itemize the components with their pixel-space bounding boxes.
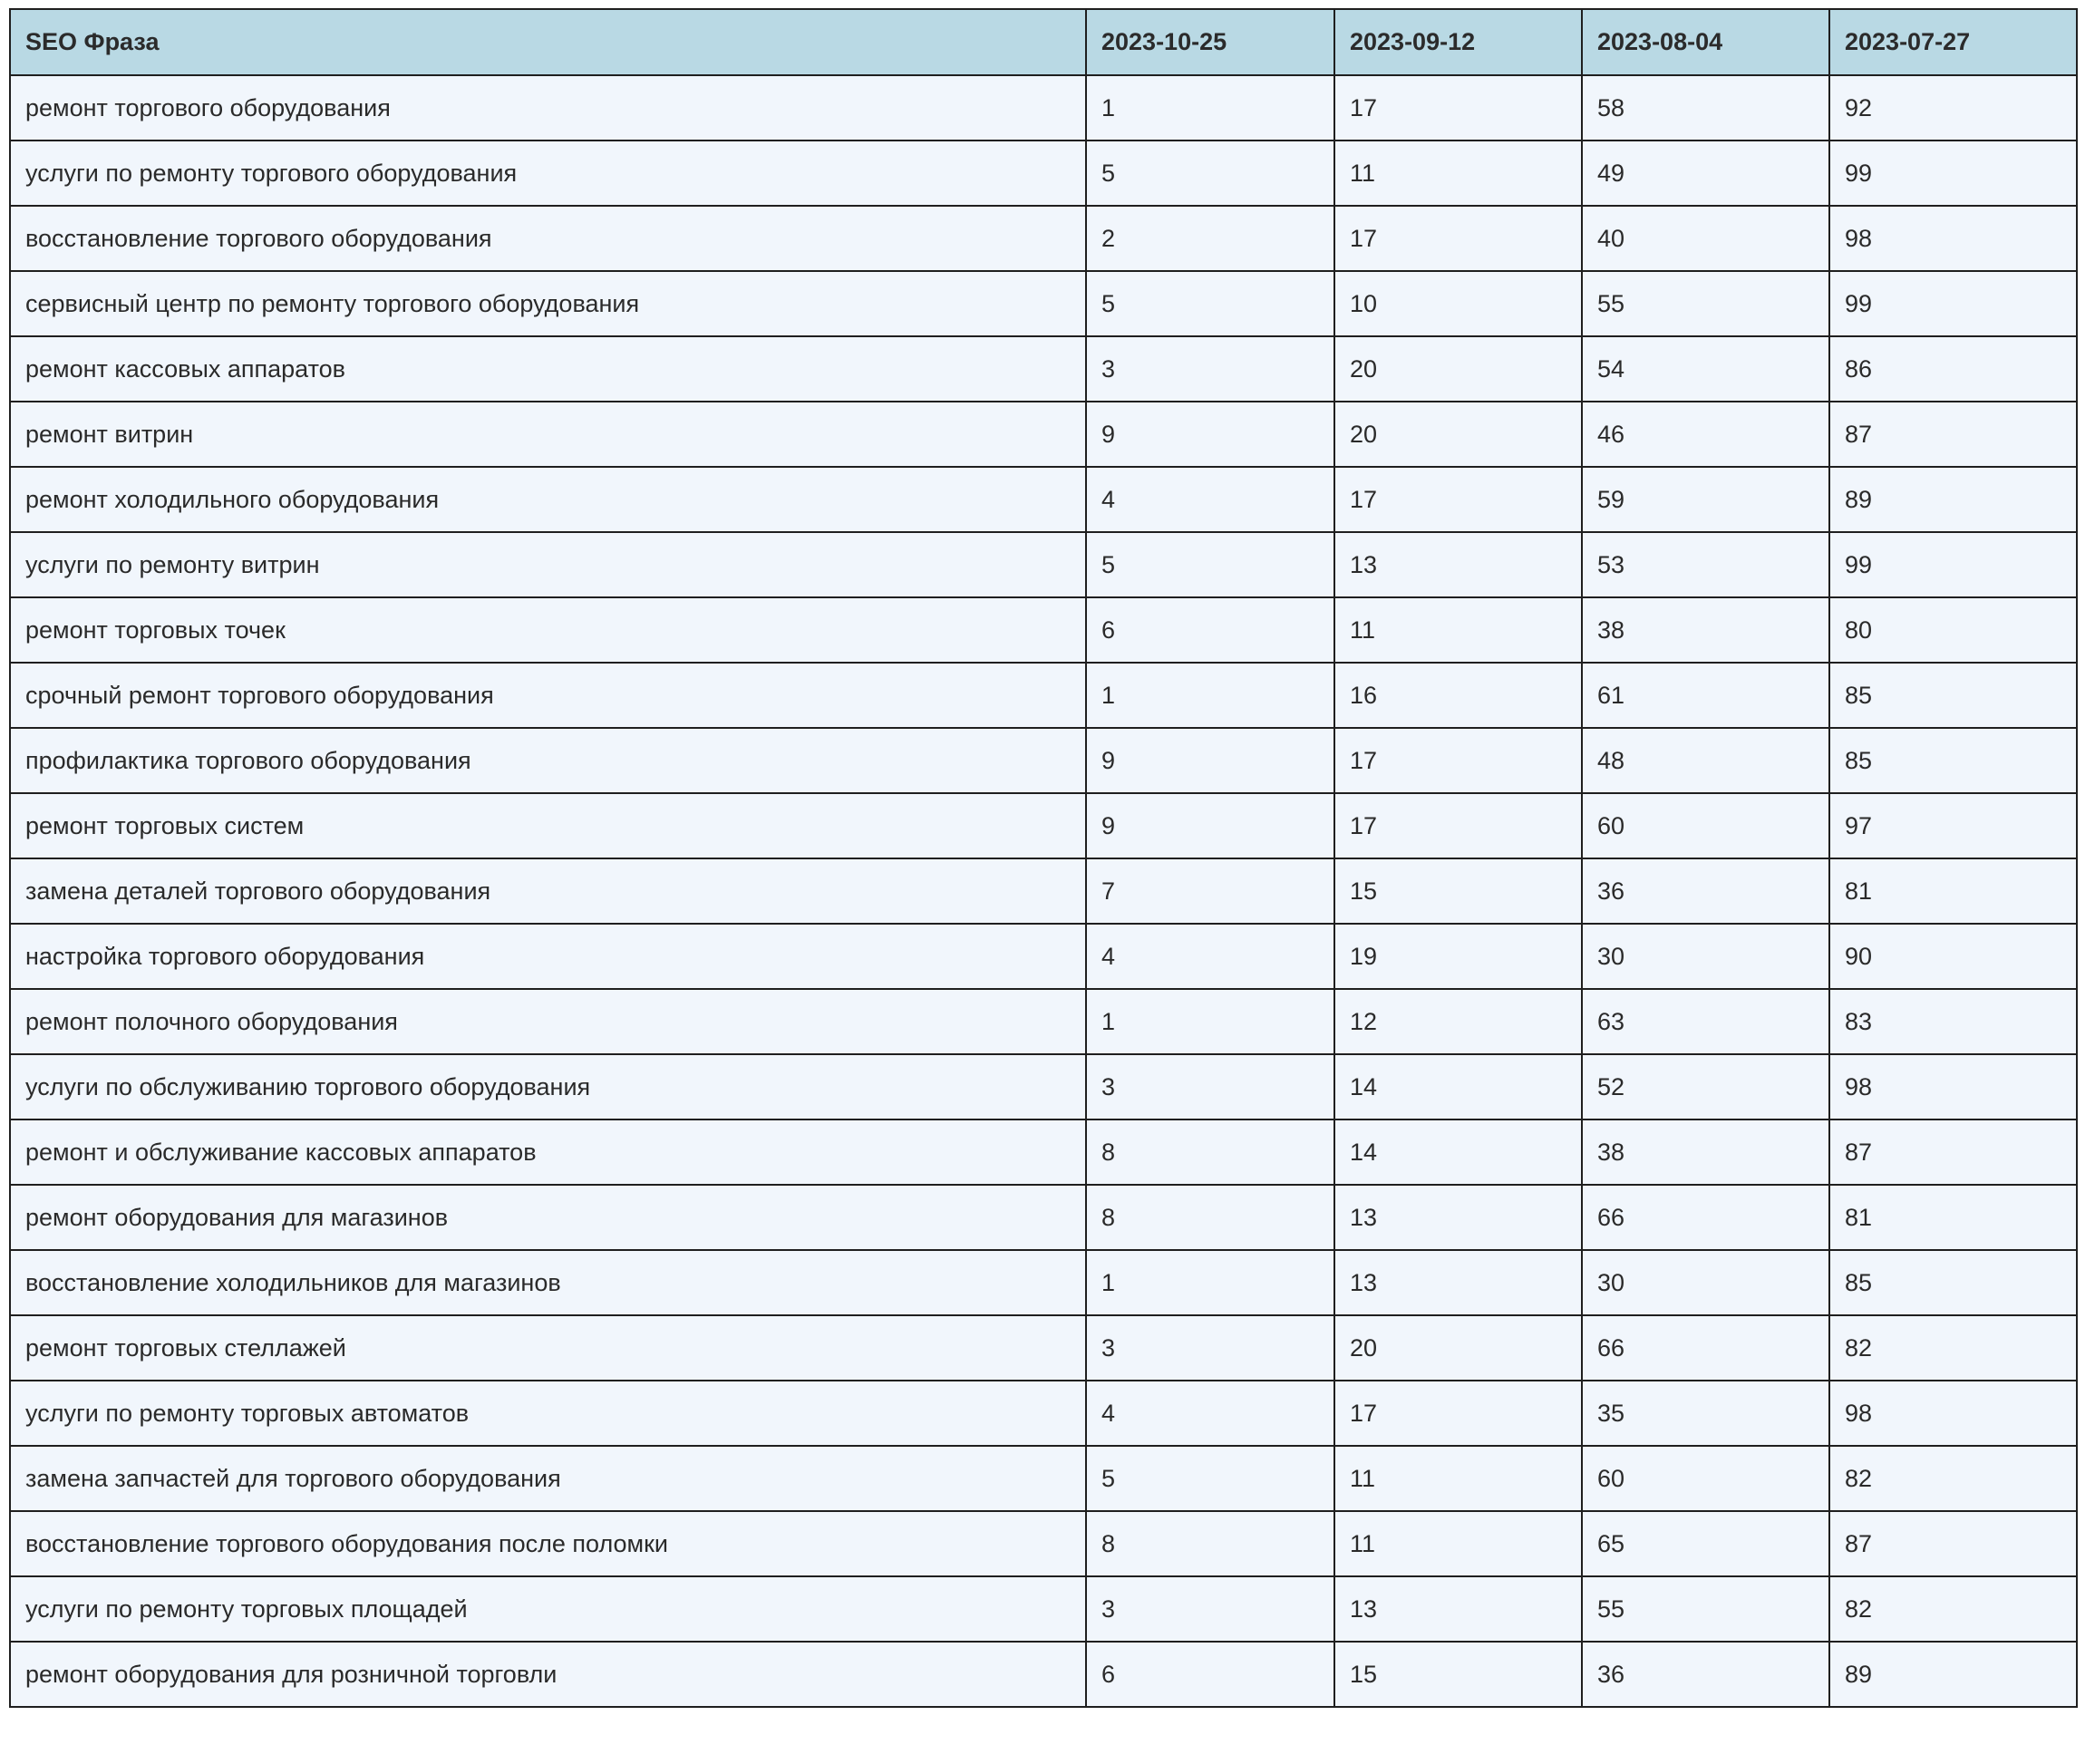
position-cell-date-1: 1: [1086, 663, 1334, 728]
position-cell-date-1: 9: [1086, 728, 1334, 793]
table-header: [10, 9, 2077, 75]
position-cell-date-3: 40: [1582, 206, 1829, 271]
table-row: [10, 1511, 2077, 1576]
position-cell-date-3: 63: [1582, 989, 1829, 1054]
table-row: [10, 271, 2077, 336]
position-cell-date-2: 20: [1334, 1315, 1582, 1381]
seo-phrase-cell: ремонт оборудования для розничной торговли: [10, 1642, 1086, 1707]
position-cell-date-3: 38: [1582, 597, 1829, 663]
position-cell-date-2: 17: [1334, 206, 1582, 271]
position-cell-date-1: 1: [1086, 75, 1334, 141]
position-cell-date-3: 55: [1582, 1576, 1829, 1642]
seo-phrase-cell: ремонт и обслуживание кассовых аппаратов: [10, 1119, 1086, 1185]
position-cell-date-3: 60: [1582, 1446, 1829, 1511]
position-cell-date-2: 20: [1334, 402, 1582, 467]
table-row: [10, 1381, 2077, 1446]
position-cell-date-2: 14: [1334, 1119, 1582, 1185]
seo-phrase-cell: ремонт торговых систем: [10, 793, 1086, 858]
seo-phrase-cell: профилактика торгового оборудования: [10, 728, 1086, 793]
position-cell-date-1: 5: [1086, 1446, 1334, 1511]
table-row: [10, 1119, 2077, 1185]
position-cell-date-1: 5: [1086, 532, 1334, 597]
position-cell-date-3: 61: [1582, 663, 1829, 728]
position-cell-date-3: 35: [1582, 1381, 1829, 1446]
seo-phrase-cell: восстановление холодильников для магазинов: [10, 1250, 1086, 1315]
position-cell-date-3: 55: [1582, 271, 1829, 336]
position-cell-date-3: 54: [1582, 336, 1829, 402]
header-row: [10, 9, 2077, 75]
position-cell-date-4: 85: [1829, 663, 2077, 728]
position-cell-date-3: 30: [1582, 924, 1829, 989]
table-row: [10, 663, 2077, 728]
seo-phrase-cell: замена запчастей для торгового оборудования: [10, 1446, 1086, 1511]
seo-phrase-cell: ремонт оборудования для магазинов: [10, 1185, 1086, 1250]
position-cell-date-1: 1: [1086, 989, 1334, 1054]
position-cell-date-3: 66: [1582, 1185, 1829, 1250]
table-row: [10, 1315, 2077, 1381]
position-cell-date-1: 8: [1086, 1511, 1334, 1576]
seo-phrase-cell: ремонт витрин: [10, 402, 1086, 467]
position-cell-date-4: 87: [1829, 1511, 2077, 1576]
position-cell-date-2: 17: [1334, 75, 1582, 141]
position-cell-date-1: 4: [1086, 924, 1334, 989]
table-row: [10, 532, 2077, 597]
position-cell-date-2: 11: [1334, 141, 1582, 206]
position-cell-date-3: 36: [1582, 1642, 1829, 1707]
position-cell-date-4: 90: [1829, 924, 2077, 989]
table-row: [10, 141, 2077, 206]
seo-phrase-cell: срочный ремонт торгового оборудования: [10, 663, 1086, 728]
position-cell-date-4: 98: [1829, 1054, 2077, 1119]
position-cell-date-1: 3: [1086, 1315, 1334, 1381]
position-cell-date-2: 12: [1334, 989, 1582, 1054]
position-cell-date-2: 20: [1334, 336, 1582, 402]
position-cell-date-4: 89: [1829, 467, 2077, 532]
position-cell-date-2: 13: [1334, 1576, 1582, 1642]
position-cell-date-2: 14: [1334, 1054, 1582, 1119]
column-header-date-3: 2023-08-04: [1582, 9, 1829, 75]
seo-phrase-cell: ремонт полочного оборудования: [10, 989, 1086, 1054]
position-cell-date-4: 99: [1829, 141, 2077, 206]
position-cell-date-2: 15: [1334, 858, 1582, 924]
position-cell-date-4: 92: [1829, 75, 2077, 141]
position-cell-date-1: 4: [1086, 467, 1334, 532]
position-cell-date-1: 3: [1086, 336, 1334, 402]
position-cell-date-1: 8: [1086, 1119, 1334, 1185]
position-cell-date-4: 83: [1829, 989, 2077, 1054]
position-cell-date-3: 65: [1582, 1511, 1829, 1576]
position-cell-date-4: 85: [1829, 1250, 2077, 1315]
position-cell-date-4: 98: [1829, 1381, 2077, 1446]
position-cell-date-4: 98: [1829, 206, 2077, 271]
seo-phrase-cell: ремонт торговых стеллажей: [10, 1315, 1086, 1381]
seo-phrase-cell: ремонт кассовых аппаратов: [10, 336, 1086, 402]
position-cell-date-1: 4: [1086, 1381, 1334, 1446]
table-row: [10, 1642, 2077, 1707]
position-cell-date-1: 1: [1086, 1250, 1334, 1315]
position-cell-date-2: 10: [1334, 271, 1582, 336]
position-cell-date-3: 36: [1582, 858, 1829, 924]
column-header-date-1: 2023-10-25: [1086, 9, 1334, 75]
table-row: [10, 924, 2077, 989]
table-row: [10, 858, 2077, 924]
position-cell-date-3: 60: [1582, 793, 1829, 858]
position-cell-date-2: 17: [1334, 793, 1582, 858]
position-cell-date-1: 8: [1086, 1185, 1334, 1250]
position-cell-date-1: 5: [1086, 141, 1334, 206]
position-cell-date-3: 58: [1582, 75, 1829, 141]
seo-phrase-cell: сервисный центр по ремонту торгового оборудования: [10, 271, 1086, 336]
position-cell-date-4: 86: [1829, 336, 2077, 402]
position-cell-date-4: 87: [1829, 402, 2077, 467]
position-cell-date-1: 9: [1086, 402, 1334, 467]
position-cell-date-1: 7: [1086, 858, 1334, 924]
position-cell-date-2: 11: [1334, 1511, 1582, 1576]
position-cell-date-2: 11: [1334, 597, 1582, 663]
table-row: [10, 793, 2077, 858]
position-cell-date-4: 81: [1829, 858, 2077, 924]
position-cell-date-3: 66: [1582, 1315, 1829, 1381]
seo-phrase-cell: ремонт торгового оборудования: [10, 75, 1086, 141]
seo-phrase-cell: услуги по ремонту витрин: [10, 532, 1086, 597]
table-row: [10, 402, 2077, 467]
seo-phrase-cell: ремонт торговых точек: [10, 597, 1086, 663]
table-row: [10, 1250, 2077, 1315]
table-row: [10, 1185, 2077, 1250]
position-cell-date-4: 82: [1829, 1315, 2077, 1381]
seo-phrase-cell: восстановление торгового оборудования: [10, 206, 1086, 271]
position-cell-date-3: 49: [1582, 141, 1829, 206]
position-cell-date-3: 30: [1582, 1250, 1829, 1315]
position-cell-date-3: 59: [1582, 467, 1829, 532]
seo-phrase-cell: услуги по ремонту торговых площадей: [10, 1576, 1086, 1642]
position-cell-date-2: 17: [1334, 728, 1582, 793]
seo-phrase-cell: услуги по ремонту торговых автоматов: [10, 1381, 1086, 1446]
position-cell-date-4: 87: [1829, 1119, 2077, 1185]
seo-phrase-cell: услуги по обслуживанию торгового оборудования: [10, 1054, 1086, 1119]
table-row: [10, 206, 2077, 271]
position-cell-date-4: 81: [1829, 1185, 2077, 1250]
position-cell-date-1: 2: [1086, 206, 1334, 271]
position-cell-date-4: 97: [1829, 793, 2077, 858]
position-cell-date-3: 52: [1582, 1054, 1829, 1119]
table-row: [10, 1576, 2077, 1642]
position-cell-date-2: 13: [1334, 532, 1582, 597]
seo-table-container: [9, 8, 2076, 1708]
position-cell-date-2: 13: [1334, 1250, 1582, 1315]
position-cell-date-2: 17: [1334, 467, 1582, 532]
seo-phrase-cell: услуги по ремонту торгового оборудования: [10, 141, 1086, 206]
position-cell-date-2: 13: [1334, 1185, 1582, 1250]
position-cell-date-2: 11: [1334, 1446, 1582, 1511]
table-row: [10, 1446, 2077, 1511]
position-cell-date-2: 19: [1334, 924, 1582, 989]
position-cell-date-3: 38: [1582, 1119, 1829, 1185]
position-cell-date-4: 82: [1829, 1576, 2077, 1642]
position-cell-date-3: 48: [1582, 728, 1829, 793]
position-cell-date-2: 15: [1334, 1642, 1582, 1707]
table-row: [10, 336, 2077, 402]
position-cell-date-3: 46: [1582, 402, 1829, 467]
position-cell-date-1: 6: [1086, 597, 1334, 663]
column-header-date-2: 2023-09-12: [1334, 9, 1582, 75]
position-cell-date-4: 82: [1829, 1446, 2077, 1511]
seo-phrase-cell: замена деталей торгового оборудования: [10, 858, 1086, 924]
table-row: [10, 728, 2077, 793]
position-cell-date-1: 9: [1086, 793, 1334, 858]
seo-phrase-cell: ремонт холодильного оборудования: [10, 467, 1086, 532]
table-body: [10, 75, 2077, 1707]
table-row: [10, 75, 2077, 141]
seo-positions-table: [9, 8, 2078, 1708]
position-cell-date-4: 85: [1829, 728, 2077, 793]
column-header-seo-phrase: SEO Фраза: [10, 9, 1086, 75]
position-cell-date-4: 89: [1829, 1642, 2077, 1707]
seo-phrase-cell: восстановление торгового оборудования после поломки: [10, 1511, 1086, 1576]
table-row: [10, 1054, 2077, 1119]
position-cell-date-1: 6: [1086, 1642, 1334, 1707]
column-header-date-4: 2023-07-27: [1829, 9, 2077, 75]
table-row: [10, 989, 2077, 1054]
position-cell-date-4: 99: [1829, 532, 2077, 597]
position-cell-date-2: 16: [1334, 663, 1582, 728]
position-cell-date-1: 3: [1086, 1576, 1334, 1642]
position-cell-date-1: 3: [1086, 1054, 1334, 1119]
table-row: [10, 597, 2077, 663]
table-row: [10, 467, 2077, 532]
position-cell-date-3: 53: [1582, 532, 1829, 597]
seo-phrase-cell: настройка торгового оборудования: [10, 924, 1086, 989]
position-cell-date-2: 17: [1334, 1381, 1582, 1446]
position-cell-date-4: 80: [1829, 597, 2077, 663]
position-cell-date-4: 99: [1829, 271, 2077, 336]
position-cell-date-1: 5: [1086, 271, 1334, 336]
